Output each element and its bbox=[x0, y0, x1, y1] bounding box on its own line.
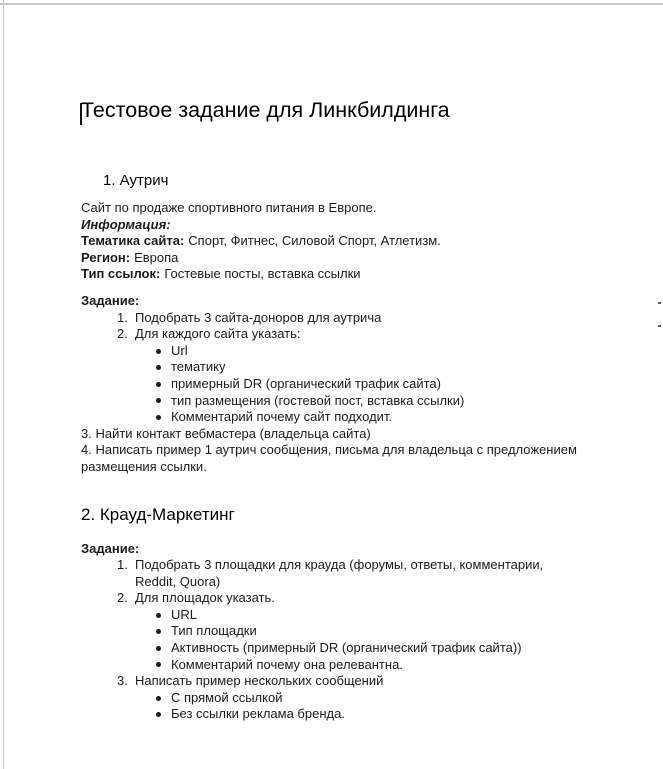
paragraph: 3. Найти контакт вебмастера (владельца сайта) bbox=[81, 425, 371, 441]
bullet-item-text: Тип площадки bbox=[171, 623, 257, 639]
list-number: 2. bbox=[117, 326, 128, 342]
bullet-icon bbox=[153, 343, 171, 360]
bullet-icon bbox=[153, 657, 171, 674]
right-edge-mark bbox=[658, 302, 661, 304]
field-row bbox=[81, 266, 581, 283]
bullet-icon bbox=[153, 706, 171, 723]
bullet-icon bbox=[153, 640, 171, 657]
bullet-icon bbox=[153, 376, 171, 393]
bullet-icon bbox=[153, 393, 171, 410]
bullet-item-text: тип размещения (гостевой пост, вставка ссылки) bbox=[171, 392, 465, 408]
numbered-item bbox=[81, 557, 581, 590]
bullet-item bbox=[81, 706, 581, 723]
bullet-item bbox=[81, 657, 581, 674]
bullet-item bbox=[81, 623, 581, 640]
bullet-item-text: примерный DR (органический трафик сайта) bbox=[171, 375, 441, 391]
numbered-item bbox=[81, 673, 581, 690]
task-label: Задание: bbox=[81, 540, 140, 556]
bullet-item-text: тематику bbox=[171, 359, 226, 375]
list-item-text: Подобрать 3 площадки для крауда (форумы, ответы, комментарии, Reddit, Quora) bbox=[135, 557, 544, 589]
bullet-item bbox=[81, 359, 581, 376]
bullet-icon bbox=[153, 623, 171, 640]
bullet-item bbox=[81, 409, 581, 426]
bullet-icon bbox=[153, 359, 171, 376]
field-label: Регион: bbox=[81, 249, 131, 265]
list-item-text: Для площадок указать. bbox=[135, 590, 275, 606]
document-content bbox=[81, 0, 581, 723]
list-number: 3. bbox=[117, 673, 128, 689]
info-label: Информация: bbox=[81, 216, 171, 232]
field-value: Спорт, Фитнес, Силовой Спорт, Атлетизм. bbox=[188, 233, 441, 249]
bullet-item-text: Активность (примерный DR (органический трафик сайта)) bbox=[171, 640, 522, 656]
field-value: Гостевые посты, вставка ссылки bbox=[164, 266, 361, 282]
numbered-item bbox=[81, 326, 581, 343]
section-1-heading: 1. Аутрич bbox=[103, 172, 169, 189]
bullet-item bbox=[81, 607, 581, 624]
bullet-item bbox=[81, 640, 581, 657]
field-row bbox=[81, 250, 581, 267]
bullet-item-text: Комментарий почему сайт подходит. bbox=[171, 409, 393, 425]
paragraph: 4. Написать пример 1 аутрич сообщения, письма для владельца с предложением размещения ссылки. bbox=[81, 442, 577, 474]
right-edge-mark bbox=[658, 325, 661, 327]
list-number: 2. bbox=[117, 590, 128, 606]
bullet-item-text: С прямой ссылкой bbox=[171, 689, 283, 705]
list-item-text: Написать пример нескольких сообщений bbox=[135, 673, 384, 689]
list-item-text: Подобрать 3 сайта-доноров для аутрича bbox=[135, 309, 382, 325]
bullet-icon bbox=[153, 690, 171, 707]
bullet-item bbox=[81, 343, 581, 360]
task-label: Задание: bbox=[81, 292, 140, 308]
bullet-icon bbox=[153, 607, 171, 624]
bullet-item bbox=[81, 376, 581, 393]
numbered-item bbox=[81, 590, 581, 607]
section-1-info-block bbox=[81, 200, 581, 283]
list-number: 1. bbox=[117, 557, 128, 573]
bullet-item-text: URL bbox=[171, 606, 198, 622]
list-number: 1. bbox=[117, 309, 128, 325]
section-2-heading: 2. Крауд-Маркетинг bbox=[81, 504, 235, 524]
field-value: Европа bbox=[134, 249, 179, 265]
bullet-item bbox=[81, 393, 581, 410]
field-row bbox=[81, 233, 581, 250]
field-label: Тематика сайта: bbox=[81, 233, 185, 249]
bullet-item-text: Url bbox=[171, 342, 188, 358]
bullet-icon bbox=[153, 409, 171, 426]
page-border-left bbox=[3, 0, 4, 769]
document-title: Тестовое задание для Линкбилдинга bbox=[81, 98, 450, 122]
numbered-item bbox=[81, 310, 581, 327]
bullet-item-text: Без ссылки реклама бренда. bbox=[171, 706, 345, 722]
bullet-item-text: Комментарий почему она релевантна. bbox=[171, 656, 403, 672]
list-item-text: Для каждого сайта указать: bbox=[135, 326, 301, 342]
intro-text: Сайт по продаже спортивного питания в Европе. bbox=[81, 200, 377, 215]
field-label: Тип ссылок: bbox=[81, 266, 161, 282]
bullet-item bbox=[81, 690, 581, 707]
